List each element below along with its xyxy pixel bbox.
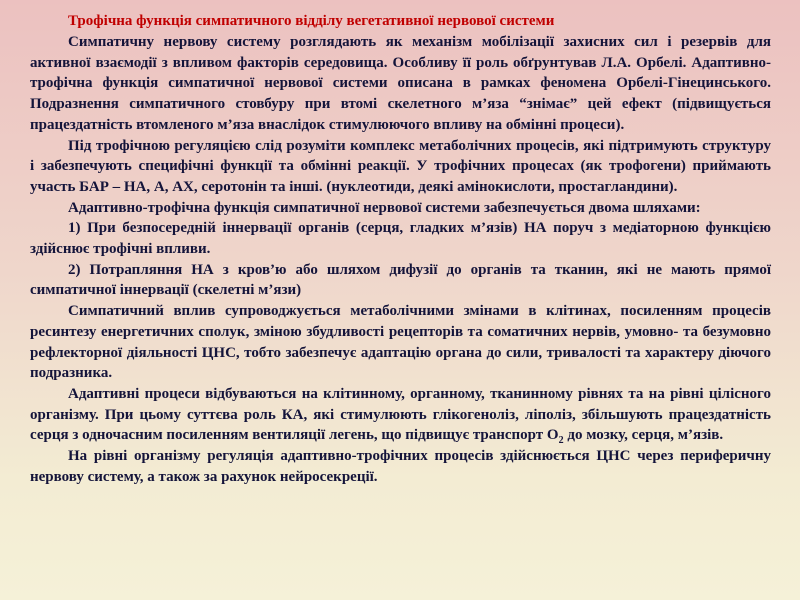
paragraph-pathway-two: 2) Потрапляння НА з кров’ю або шляхом дифузії до органів та тканин, які не мають прямої симпатичної іннервації (скелетні м’язи) bbox=[30, 261, 771, 299]
paragraph-metabolic-changes: Симпатичний вплив супроводжується метаболічними змінами в клітинах, посиленням процесів ресинтезу енергетичних сполук, зміною збудливості рецепторів та соматичних нервів, умовно- та безумовно рефлекторної діяльності ЦНС, тобто забезпечує адаптацію органа до сили, тривалості та характеру діючого подразника. bbox=[30, 303, 771, 382]
o2-text-before: Адаптивні процеси відбуваються на клітинному, органному, тканинному рівнях та на рівні цілісного організму. При цьому суттєва роль КА, які стимулюють глікогеноліз, ліполіз, збільшують працездатність серця з одночасним посиленням вентиляції легень, що підвищує транспорт О bbox=[30, 385, 771, 444]
o2-text-after: до мозку, серця, м’язів. bbox=[563, 427, 724, 444]
paragraph-trophic-regulation: Під трофічною регуляцією слід розуміти комплекс метаболічних процесів, які підтримують структуру і забезпечують специфічні функції та обмінні реакції. У трофічних процесах (як трофогени) приймають участь БАР – НА, А, АХ, серотонін та інші. (нуклеотиди, деякі амінокислоти, простагландини). bbox=[30, 137, 771, 195]
slide-content bbox=[30, 11, 771, 591]
slide-title: Трофічна функція симпатичного відділу вегетативної нервової системи bbox=[68, 13, 555, 29]
paragraph-orbeli-phenomenon: Симпатичну нервову систему розглядають як механізм мобілізації захисних сил і резервів для активної взаємодії з впливом факторів середовища. Особливу її роль обґрунтував Л.А. Орбелі. Адаптивно-трофічна функція симпатичної нервової системи описана в рамках феномена Орбелі-Гінецинського. Подразнення симпатичного стовбуру при втомі скелетного м’яза “знімає” цей ефект (підвищується працездатність втомленого м’яза внаслідок стимулюючого впливу на обмінні процеси). bbox=[30, 34, 771, 133]
o2-subscript: 2 bbox=[558, 435, 564, 447]
paragraph-cns-regulation: На рівні організму регуляція адаптивно-трофічних процесів здійснюється ЦНС через периферичну нервову систему, а також за рахунок нейросекреції. bbox=[30, 448, 771, 485]
paragraph-adaptive-processes bbox=[30, 384, 771, 446]
paragraph-two-pathways: Адаптивно-трофічна функція симпатичної нервової системи забезпечується двома шляхами: bbox=[68, 199, 701, 216]
paragraph-pathway-one: 1) При безпосередній іннервації органів (серця, гладких м’язів) НА поруч з медіаторною функцією здійснює трофічні впливи. bbox=[30, 220, 771, 258]
